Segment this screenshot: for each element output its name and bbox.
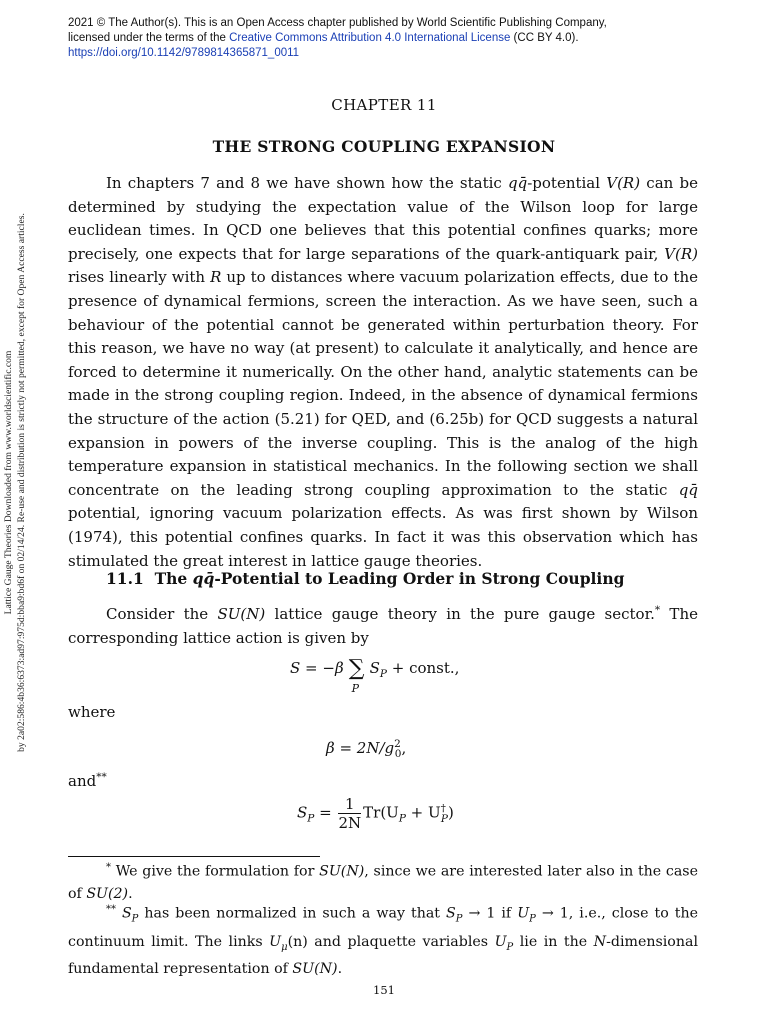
equation-action: S = −β ∑ P $S_P$ + const., <box>290 656 460 695</box>
footnote-2: ** $S_P$ has been normalized in such a way that $S_P \to 1$ if $U_P \to 1$, i.e., close to the continuum limit. The links $U_\mu(n)$ and plaquette variables $U_P$ lie in the N-dimensional fundamental representation of SU(N). <box>68 904 698 978</box>
download-watermark <box>2 200 42 765</box>
chapter-label: CHAPTER 11 <box>331 96 437 114</box>
equation-beta: $\beta = 2N/g^2_0$, <box>326 738 407 760</box>
footnote-1: * We give the formulation for SU(N), since we are interested later also in the case of SU(2). <box>68 862 698 902</box>
and-text: and** <box>68 771 107 790</box>
equation-plaquette: $S_P$ = $\frac{1}{2N}$ $Tr(U_P + U^\dagger_P)$ <box>297 795 454 832</box>
section-paragraph: Consider the SU(N) lattice gauge theory in the pure gauge sector.* The corresponding lattice action is given by <box>68 604 698 647</box>
copyright-line: 2021 © The Author(s). This is an Open Access chapter published by World Scientific Publishing Company, <box>68 17 607 29</box>
footnote-ref-1[interactable]: * <box>654 604 661 616</box>
footnote-ref-2[interactable]: ** <box>96 771 107 783</box>
license-line: licensed under the terms of the Creative Commons Attribution 4.0 International License (CC BY 4.0). <box>68 32 579 44</box>
section-heading: 11.1 The qq̄-Potential to Leading Order in Strong Coupling <box>106 569 625 588</box>
copyright-header <box>68 16 708 61</box>
where-text: where <box>68 703 116 721</box>
watermark-line-2: by 2a02:586:4b36:6373:ad97:975d:bba9:bd6f on 02/14/24. Re-use and distribution is strictly not permitted, except for Open Access articles. <box>16 213 27 752</box>
license-link[interactable]: Creative Commons Attribution 4.0 International License <box>229 32 511 44</box>
watermark-line-1: Lattice Gauge Theories Downloaded from www.worldscientific.com <box>3 350 14 615</box>
doi-link[interactable]: https://doi.org/10.1142/9789814365871_0011 <box>68 47 300 59</box>
chapter-title: THE STRONG COUPLING EXPANSION <box>212 137 556 156</box>
intro-paragraph: In chapters 7 and 8 we have shown how the static qq̄-potential V(R) can be determined by studying the expectation value of the Wilson loop for large euclidean times. In QCD one believes that this potential confines quarks; more precisely, one expects that for large separations of the quark-antiquark pair, V(R) rises linearly with R up to distances where vacuum polarization effects, due to the presence of dynamical fermions, screen the interaction. As we have seen, such a behaviour of the potential cannot be generated within perturbation theory. For this reason, we have no way (at present) to calculate it analytically, and hence are forced to determine it numerically. On the other hand, analytic statements can be made in the strong coupling region. Indeed, in the absence of dynamical fermions the structure of the action (5.21) for QED, and (6.25b) for QCD suggests a natural expansion in powers of the inverse coupling. This is the analog of the high temperature expansion in statistical mechanics. In the following section we shall concentrate on the leading strong coupling approximation to the static qq̄ potential, ignoring vacuum polarization effects. As was first shown by Wilson (1974), this potential confines quarks. In fact it was this observation which has stimulated the great interest in lattice gauge theories. <box>68 174 698 570</box>
page-number: 151 <box>373 983 395 997</box>
